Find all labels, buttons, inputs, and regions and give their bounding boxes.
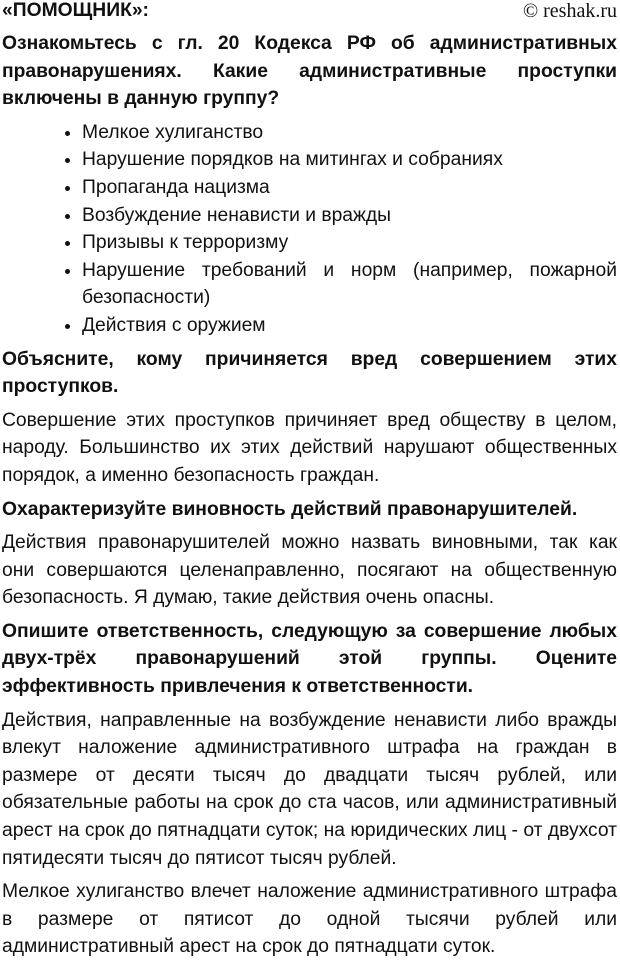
- header-title: «ПОМОЩНИК»:: [2, 0, 149, 21]
- question-4: Опишите ответственность, следующую за совершение любых двух-трёх правонарушений этой группы. Оцените эффективность привлечения к ответственности.: [2, 620, 617, 698]
- answer-4: Действия, направленные на возбуждение ненависти либо вражды влекут наложение административного штрафа на граждан в размере от десяти тысяч до двадцати тысяч рублей, или обязательные работы на срок до ста часов, или административный арест на срок до пятнадцати суток; на юридических лиц - от двухсот пятидесяти тысяч до пятисот тысяч рублей.: [2, 709, 617, 869]
- list-item: • Пропаганда нацизма: [82, 174, 617, 202]
- answer-3: Действия правонарушителей можно назвать виновными, так как они совершаются целенаправленно, посягают на общественную безопасность. Я думаю, такие действия очень опасны.: [2, 532, 617, 609]
- list-item: • Нарушение требований и норм (например, пожарной безопасности): [82, 257, 617, 312]
- answer-2: Совершение этих проступков причиняет вред обществу в целом, народу. Большинство их этих действий нарушают общественных порядок, а именно безопасность граждан.: [2, 409, 617, 486]
- list-item: • Мелкое хулиганство: [82, 119, 617, 147]
- list-item: • Нарушение порядков на митингах и собраниях: [82, 146, 617, 174]
- question-2: Объясните, кому причиняется вред совершением этих проступков.: [2, 348, 617, 398]
- offense-list: [2, 119, 617, 340]
- list-item: • Призывы к терроризму: [82, 229, 617, 257]
- list-item: • Возбуждение ненависти и вражды: [82, 202, 617, 230]
- question-1: Ознакомьтесь с гл. 20 Кодекса РФ об административных правонарушениях. Какие административные проступки включены в данную группу?: [2, 33, 617, 110]
- list-item: • Действия с оружием: [82, 312, 617, 340]
- header: [2, 0, 617, 24]
- source-label: © reshak.ru: [522, 0, 617, 22]
- answer-5: Мелкое хулиганство влечет наложение административного штрафа в размере от пятисот до одной тысячи рублей или административный арест на срок до пятнадцати суток.: [2, 881, 617, 958]
- question-3: Охарактеризуйте виновность действий правонарушителей.: [2, 498, 578, 520]
